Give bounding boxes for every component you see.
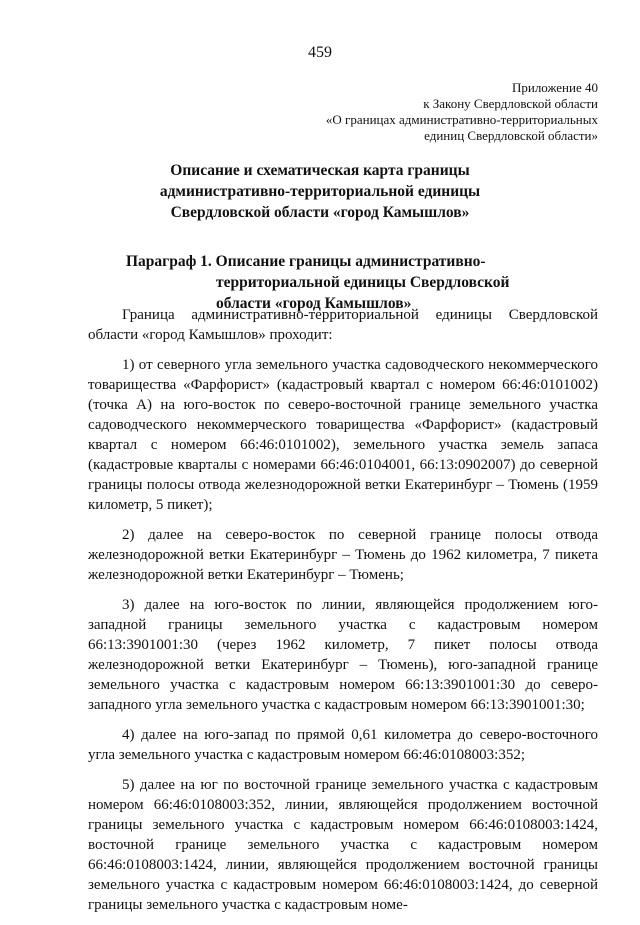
annex-line: к Закону Свердловской области — [423, 96, 598, 111]
heading-line: территориальной единицы Свердловской — [216, 274, 510, 291]
title-line: административно-территориальной единицы — [159, 183, 481, 200]
intro-paragraph: Граница административно-территориальной единицы Свердловской области «город Камышлов» проходит: — [88, 307, 598, 343]
list-item: 2) далее на северо-восток по северной границе полосы отвода железнодорожной ветки Екатеринбург – Тюмень до 1962 километра, 7 пикета железнодорожной ветки Екатеринбург – Тюмень; — [88, 527, 598, 583]
document-title — [0, 160, 640, 223]
list-item: 5) далее на юг по восточной границе земельного участка с кадастровым номером 66:46:0108003:352, линии, являющейся продолжением восточной границы земельного участка с кадастровым номером 66:46:0108003:1424, восточной границе земельного участка с кадастровым номером 66:46:0108003:1424, линии, являющейся продолжением восточной границы земельного участка с кадастровым номером 66:46:0108003:1424, до северной границы земельного участка с кадастровым номе- — [88, 777, 598, 913]
annex-line: единиц Свердловской области» — [424, 128, 598, 143]
list-item: 1) от северного угла земельного участка садоводческого некоммерческого товарищества «Фарфорист» (кадастровый квартал с номером 66:46:0101002) (точка А) на юго-восток по северо-восточной границе земельного участка садоводческого некоммерческого товарищества «Фарфорист» (кадастровый квартал с номером 66:46:0101002), земельного участка земель запаса (кадастровые кварталы с номерами 66:46:0104001, 66:13:0902007) до северной границы полосы отвода железнодорожной ветки Екатеринбург – Тюмень (1959 километр, 5 пикет); — [88, 357, 598, 513]
list-item: 3) далее на юго-восток по линии, являющейся продолжением юго-западной границы земельного участка с кадастровым номером 66:13:3901001:30 (через 1962 километр, 7 пикет полосы отвода железнодорожной ветки Екатеринбург – Тюмень), юго-западной границе земельного участка с кадастровым номером 66:13:3901001:30 до северо-западного угла земельного участка с кадастровым номером 66:13:3901001:30; — [88, 597, 598, 713]
heading-line: области «город Камышлов» — [216, 295, 412, 312]
body-text — [88, 305, 598, 925]
title-line: Описание и схематическая карта границы — [170, 162, 470, 179]
annex-line: «О границах административно-территориальных — [325, 112, 598, 127]
title-line: Свердловской области «город Камышлов» — [170, 204, 470, 221]
page-number: 459 — [308, 44, 332, 61]
annex-line: Приложение 40 — [511, 80, 598, 95]
list-item: 4) далее на юго-запад по прямой 0,61 километра до северо-восточного угла земельного участка с кадастровым номером 66:46:0108003:352; — [88, 727, 598, 763]
annex-header — [298, 80, 598, 144]
heading-line: Параграф 1. Описание границы административно- — [126, 253, 486, 270]
